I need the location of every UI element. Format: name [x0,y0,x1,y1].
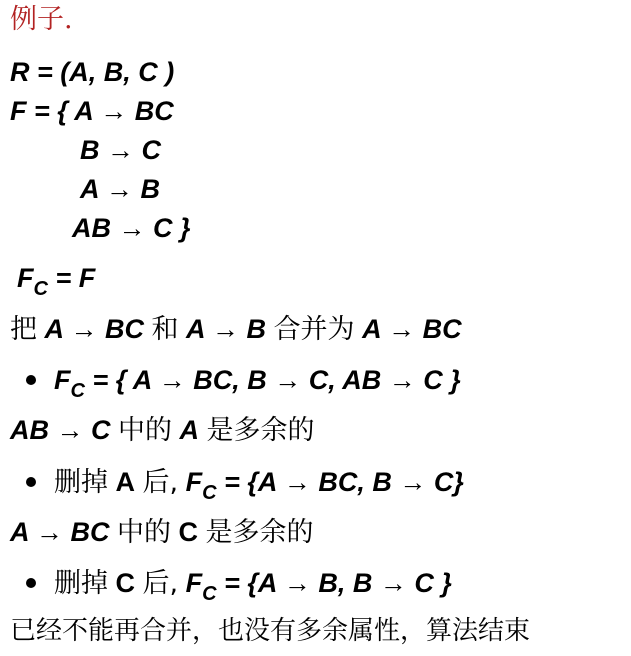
redundant-step-1 [10,412,315,448]
fc-initial-rhs: = F [55,263,96,293]
bullet3-subscript: C [202,583,217,605]
bullet-icon [26,477,36,487]
merge-and: 和 [151,314,179,345]
merge-prefix: 把 [10,314,37,345]
bullet-item-3 [26,565,452,605]
bullet-item-2 [26,464,464,504]
merge-step [10,311,462,347]
bullet3-rhs: = {A → B, B → C } [224,568,452,598]
fc-symbol: F [17,263,34,293]
bullet2-subscript: C [202,482,217,504]
bullet2-prefix: 删掉 [54,467,108,498]
redundant-fd-2: A → BC [10,517,110,547]
redundant-attr-2: C [178,517,199,547]
fc-subscript: C [33,278,48,300]
bullet3-fc: F [185,568,203,598]
merge-fd-result: A → BC [362,314,462,344]
redundant-text-2a: 中的 [117,517,172,548]
bullet-icon [26,578,36,588]
bullet2-attr: A [115,467,136,497]
bullet2-fc: F [185,467,203,497]
bullet1-fc: F [54,365,71,395]
bullet-item-1 [26,362,461,402]
bullet1-rhs: = { A → BC, B → C, AB → C } [92,365,461,395]
fd-line-4: AB → C } [72,213,191,243]
fd-line-3: A → B [80,174,160,204]
fd-line-1: F = { A → BC [10,96,174,126]
redundant-step-2 [10,514,314,550]
bullet-icon [26,375,36,385]
redundant-attr-1: A [179,415,200,445]
bullet1-subscript: C [70,380,85,402]
fd-line-2: B → C [80,135,161,165]
bullet2-mid: 后, [142,467,179,498]
redundant-text-1a: 中的 [118,415,173,446]
bullet3-mid: 后, [142,568,179,599]
bullet3-prefix: 删掉 [54,568,108,599]
redundant-text-1b: 是多余的 [206,415,315,446]
merge-fd-a: A → BC [44,314,145,344]
example-title: 例子. [10,4,73,35]
conclusion-text: 已经不能再合并，也没有多余属性，算法结束 [10,616,531,646]
bullet2-rhs: = {A → BC, B → C} [224,467,464,497]
redundant-text-2b: 是多余的 [205,517,314,548]
merge-text: 合并为 [273,314,355,345]
redundant-fd-1: AB → C [10,415,111,445]
fc-initial [17,260,96,300]
merge-fd-b: A → B [186,314,267,344]
bullet3-attr: C [115,568,136,598]
relation-schema: R = (A, B, C ) [10,57,175,87]
